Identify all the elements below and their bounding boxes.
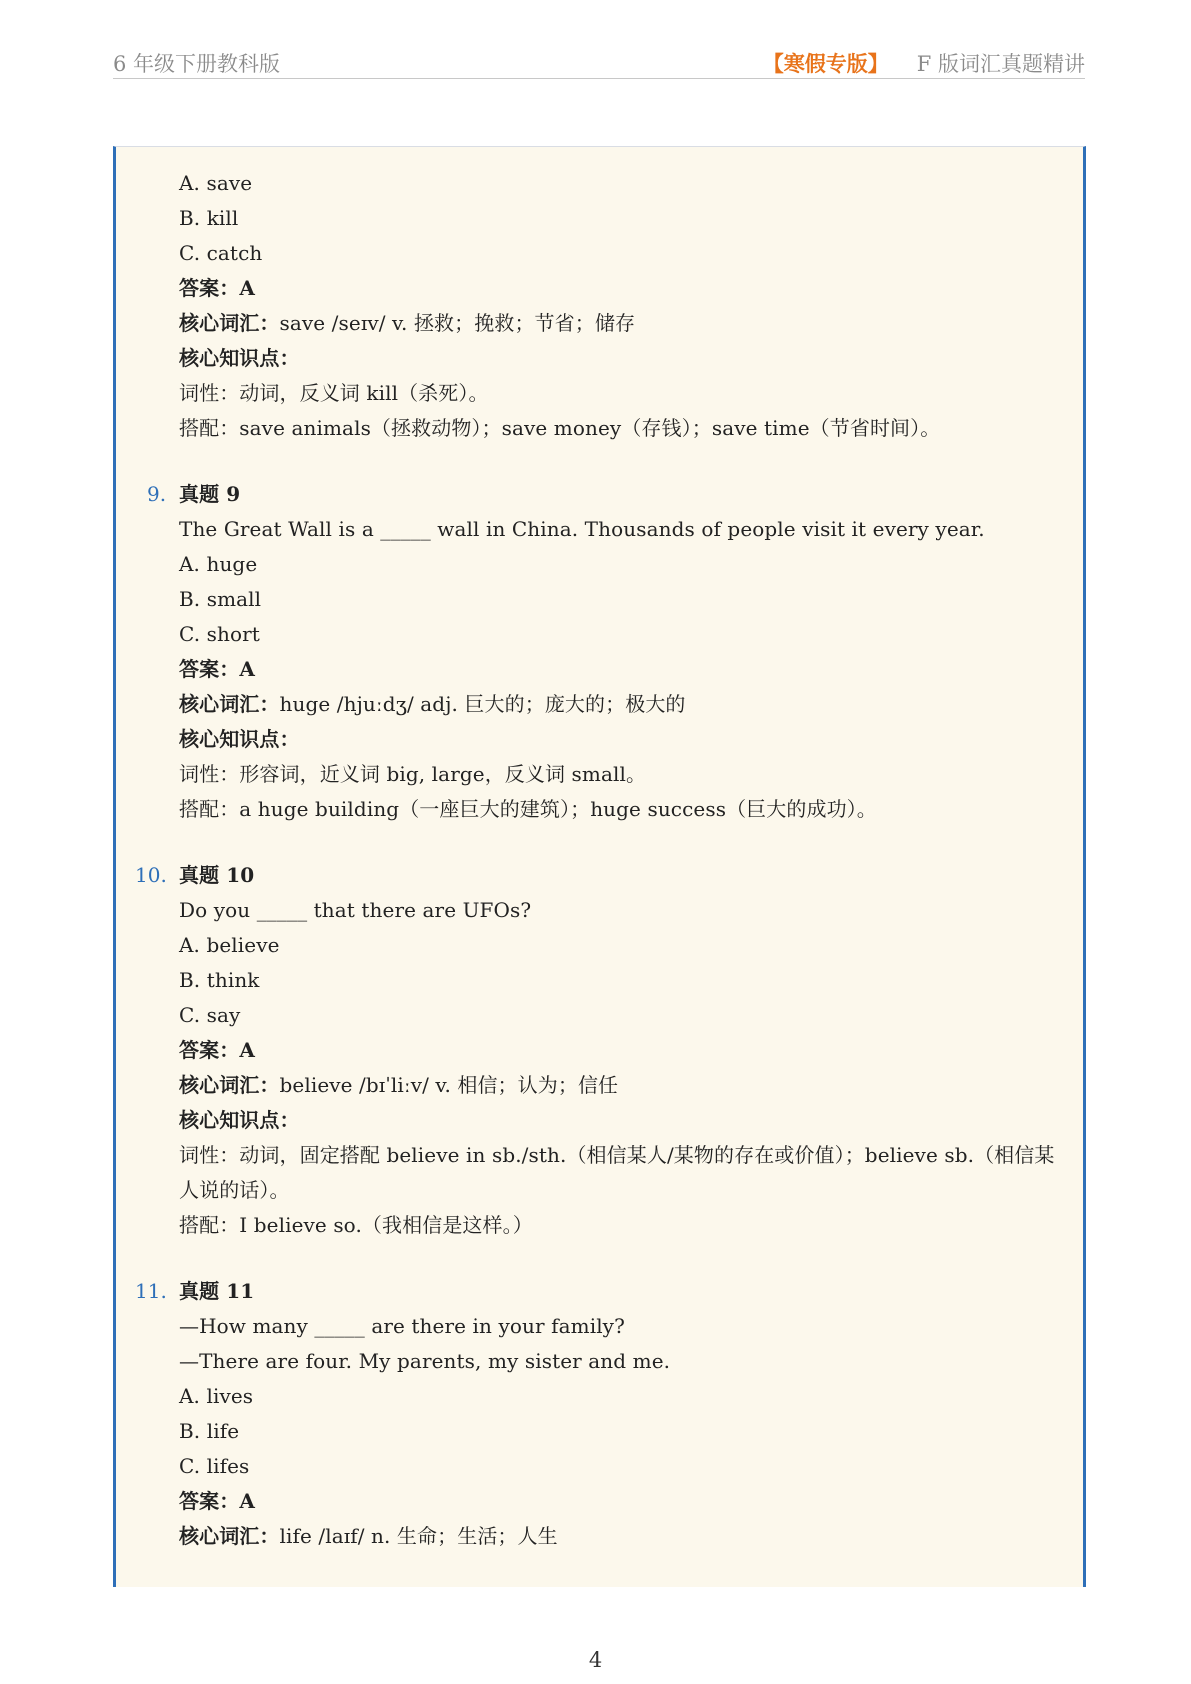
q9-knowledge-label: 核心知识点： <box>179 727 300 751</box>
content-panel <box>113 146 1086 1587</box>
answer-value: A <box>239 1038 255 1062</box>
q11-option-a: A. lives <box>179 1384 254 1408</box>
header-title: F 版词汇真题精讲 <box>916 52 1085 76</box>
q11-answer <box>179 1488 255 1514</box>
q10-part-of-speech-2: 人说的话）。 <box>179 1178 290 1202</box>
vocab-text: huge /hjuːdʒ/ adj. 巨大的；庞大的；极大的 <box>279 692 686 716</box>
q11-stem-1: —How many _____ are there in your family? <box>179 1314 625 1338</box>
q8-option-a: A. save <box>179 171 253 195</box>
vocab-label: 核心词汇： <box>179 1073 280 1097</box>
vocab-text: life /laɪf/ n. 生命；生活；人生 <box>279 1524 558 1548</box>
vocab-label: 核心词汇： <box>179 311 280 335</box>
header-right <box>763 48 1085 78</box>
q10-option-a: A. believe <box>179 933 280 957</box>
q8-vocab <box>179 310 635 336</box>
answer-value: A <box>239 657 255 681</box>
page-header <box>113 44 1085 79</box>
q10-collocation: 搭配：I believe so.（我相信是这样。） <box>179 1213 533 1237</box>
answer-label: 答案： <box>179 276 240 300</box>
q10-part-of-speech-1: 词性：动词，固定搭配 believe in sb./sth.（相信某人/某物的存在或价值）；believe sb.（相信某 <box>179 1143 1055 1167</box>
q8-knowledge-label: 核心知识点： <box>179 346 300 370</box>
q10-knowledge-label: 核心知识点： <box>179 1108 300 1132</box>
answer-value: A <box>239 276 255 300</box>
q9-option-b: B. small <box>179 587 262 611</box>
q10-stem: Do you _____ that there are UFOs? <box>179 898 532 922</box>
q10-option-c: C. say <box>179 1003 241 1027</box>
header-tag: 【寒假专版】 <box>762 51 889 76</box>
vocab-label: 核心词汇： <box>179 1524 280 1548</box>
header-grade: 6 年级下册教科版 <box>113 52 281 76</box>
q11-option-c: C. lifes <box>179 1454 250 1478</box>
q9-option-a: A. huge <box>179 552 258 576</box>
q9-title: 真题 9 <box>179 482 241 506</box>
q11-number: 11. <box>135 1279 167 1303</box>
q10-title: 真题 10 <box>179 863 255 887</box>
q8-part-of-speech: 词性：动词，反义词 kill（杀死）。 <box>179 381 489 405</box>
q9-answer <box>179 656 255 682</box>
q8-option-c: C. catch <box>179 241 263 265</box>
q8-option-b: B. kill <box>179 206 239 230</box>
answer-label: 答案： <box>179 1038 240 1062</box>
vocab-label: 核心词汇： <box>179 692 280 716</box>
q10-vocab <box>179 1072 618 1098</box>
vocab-text: save /seɪv/ v. 拯救；挽救；节省；储存 <box>279 311 636 335</box>
q8-collocation: 搭配：save animals（拯救动物）；save money（存钱）；save time（节省时间）。 <box>179 416 941 440</box>
answer-label: 答案： <box>179 1489 240 1513</box>
q11-option-b: B. life <box>179 1419 240 1443</box>
q9-part-of-speech: 词性：形容词，近义词 big, large，反义词 small。 <box>179 762 647 786</box>
q9-stem: The Great Wall is a _____ wall in China. Thousands of people visit it every year. <box>179 517 985 541</box>
vocab-text: believe /bɪˈliːv/ v. 相信；认为；信任 <box>279 1073 619 1097</box>
answer-label: 答案： <box>179 657 240 681</box>
q8-answer <box>179 275 255 301</box>
q10-option-b: B. think <box>179 968 260 992</box>
q11-title: 真题 11 <box>179 1279 255 1303</box>
answer-value: A <box>239 1489 255 1513</box>
q9-collocation: 搭配：a huge building（一座巨大的建筑）；huge success（巨大的成功）。 <box>179 797 877 821</box>
q9-number: 9. <box>147 482 167 506</box>
q10-number: 10. <box>135 863 167 887</box>
q9-vocab <box>179 691 686 717</box>
page-number: 4 <box>588 1648 603 1672</box>
q11-stem-2: —There are four. My parents, my sister and me. <box>179 1349 671 1373</box>
q11-vocab <box>179 1523 558 1549</box>
q10-answer <box>179 1037 255 1063</box>
q9-option-c: C. short <box>179 622 260 646</box>
